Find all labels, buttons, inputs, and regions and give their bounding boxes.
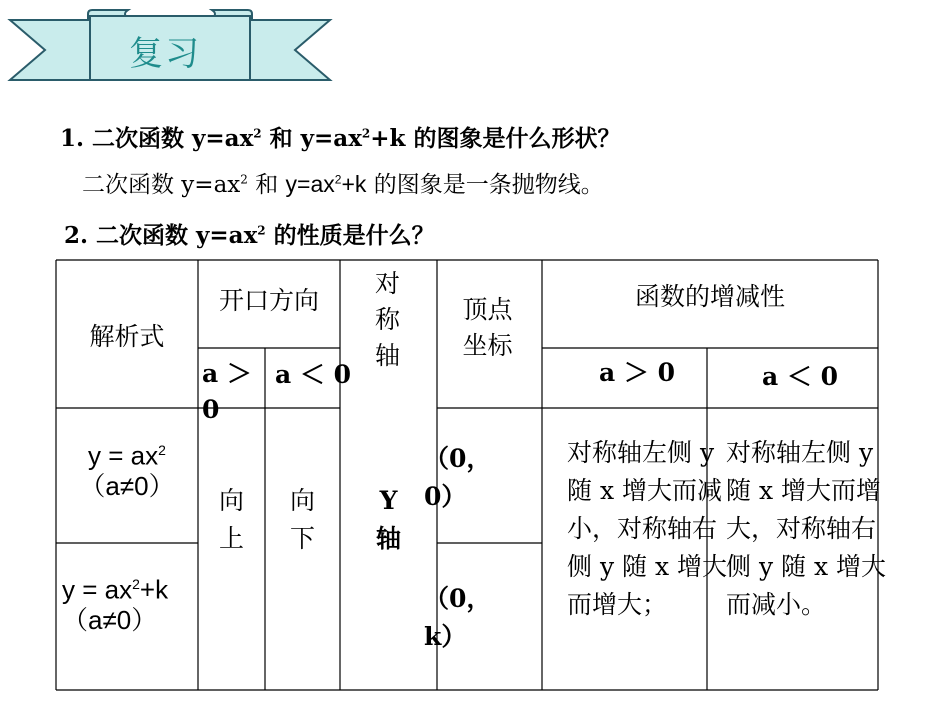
header-monotonicity: 函数的增减性 xyxy=(634,282,785,311)
question-number: 2. xyxy=(64,222,89,249)
header-mono-a-negative: a ＜ 0 xyxy=(761,362,838,391)
row2-vertex: （0，k） xyxy=(424,584,492,651)
header-mono-a-positive: a ＞ 0 xyxy=(598,358,675,387)
answer-1: 二次函数 $y=ax^2$ 和 $y=ax^2+k$ 的图象是一条抛物线。 xyxy=(82,171,604,198)
monotonic-a-negative: 对称轴左侧 y 随 x 增大而增大，对称轴右侧 y 随 x 增大而减小。 xyxy=(726,438,887,619)
axis-of-symmetry: Y轴 xyxy=(375,486,401,553)
row1-formula: $y = ax^2$ xyxy=(88,440,166,471)
question-2: 2. 二次函数 $y=ax^2$ 的性质是什么？ xyxy=(64,222,435,249)
row2-formula: $y = ax^2+k$ xyxy=(62,574,169,605)
header-opening-direction: 开口方向 xyxy=(218,286,319,315)
monotonic-a-positive: 对称轴左侧 y 随 x 增大而减小，对称轴右侧 y 随 x 增大而增大； xyxy=(567,438,728,619)
header-a-negative: a ＜ 0 xyxy=(275,360,352,389)
header-formula: 解析式 xyxy=(89,322,165,351)
header-vertex: 顶点坐标 xyxy=(462,295,513,360)
row1-vertex: （0，0） xyxy=(424,444,492,511)
row1-condition: （a≠0） xyxy=(79,471,175,501)
banner-title: 复习 xyxy=(129,34,201,74)
question-number: 1. xyxy=(60,125,85,152)
row2-condition: （a≠0） xyxy=(62,605,158,635)
opening-down: 向下 xyxy=(289,486,315,553)
header-axis: 对称轴 xyxy=(374,269,400,370)
question-1: 1. 二次函数 $y=ax^2$ 和 $y=ax^2+k$ 的图象是什么形状？ xyxy=(60,125,621,152)
section-banner xyxy=(0,0,340,95)
opening-up: 向上 xyxy=(218,486,244,553)
header-a-positive: a ＞ 0 xyxy=(202,359,252,424)
question-text: 二次函数 y=ax xyxy=(92,125,254,152)
